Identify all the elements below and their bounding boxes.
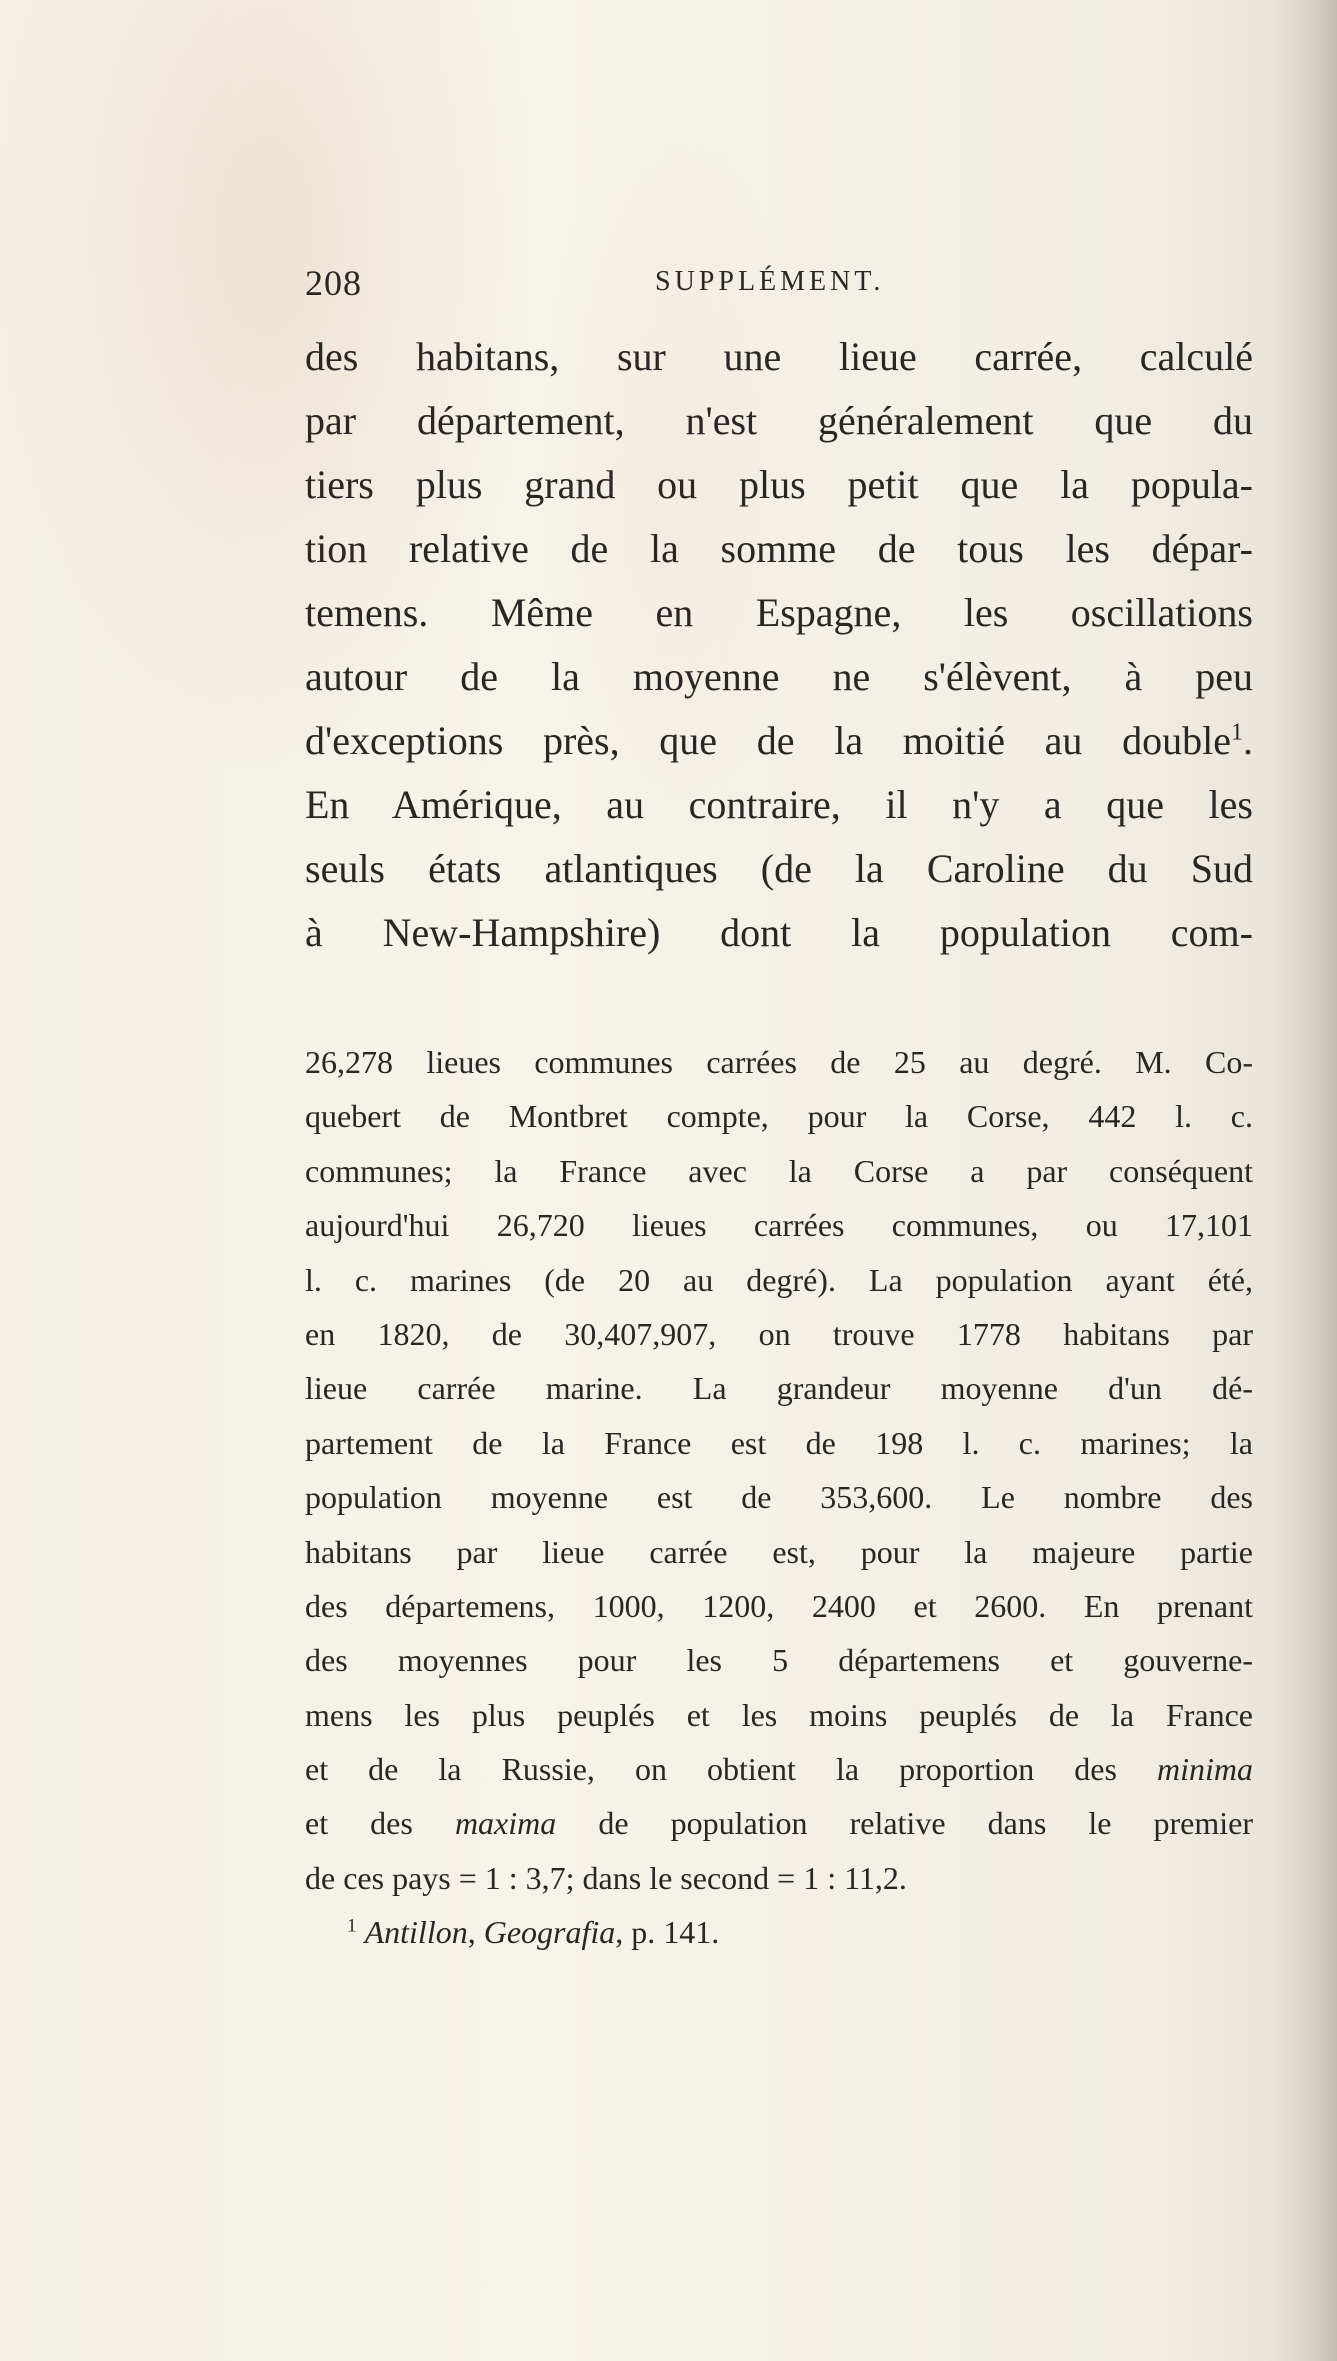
main-text [305,325,1253,965]
text-line: par département, n'est généralement que du [305,398,1253,443]
footnote-line [305,1796,1253,1850]
text-line: autour de la moyenne ne s'élèvent, à peu [305,654,1253,699]
footnote-line-text: de population relative dans le premier [598,1805,1253,1842]
footnote-marker: 1 [1231,719,1243,746]
footnote-line: en 1820, de 30,407,907, on trouve 1778 habitans par [305,1315,1253,1352]
footnote-line: aujourd'hui 26,720 lieues carrées communes, ou 17,101 [305,1207,1253,1244]
running-head [305,262,1253,310]
footnote-line-text: et de la Russie, on obtient la proportion des [305,1751,1117,1788]
footnote-line-text: et des [305,1805,413,1842]
footnote-line: communes; la France avec la Corse a par conséquent [305,1152,1253,1189]
text-line: tiers plus grand ou plus petit que la popula- [305,462,1253,507]
page-gutter-shadow [1267,0,1337,2361]
page-number: 208 [305,263,362,303]
text-line: d'exceptions près, que de la moitié au double$^1$. [305,718,1253,763]
reference-separator: , [467,1914,476,1951]
footnote-line: mens les plus peuplés et les moins peuplés de la France [305,1696,1253,1733]
text-line: En Amérique, au contraire, il n'y a que les [305,782,1253,827]
footnote-line: partement de la France est de 198 l. c. marines; la [305,1424,1253,1461]
running-title: SUPPLÉMENT. [655,266,885,297]
text-line: seuls états atlantiques (de la Caroline du Sud [305,846,1253,891]
text-line: temens. Même en Espagne, les oscillations [305,590,1253,635]
italic-term-minima: minima [1157,1751,1253,1788]
italic-term-maxima: maxima [454,1805,557,1842]
text-line: à New-Hampshire) dont la population com- [305,910,1253,955]
footnote-line: des départemens, 1000, 1200, 2400 et 2600. En prenant [305,1587,1253,1624]
footnote-line: habitans par lieue carrée est, pour la majeure partie [305,1533,1253,1570]
footnote-reference [305,1905,1253,1959]
footnote-line: des moyennes pour les 5 départemens et gouverne- [305,1642,1253,1679]
text-line: des habitans, sur une lieue carrée, calculé [305,334,1253,379]
footnote-line: de ces pays = 1 : 3,7; dans le second = 1 : 11,2. [305,1859,907,1896]
text-line-content: d'exceptions près, que de la moitié au double [305,718,1231,763]
footnote-line: 26,278 lieues communes carrées de 25 au degré. M. Co- [305,1044,1253,1080]
footnote-line [305,1742,1253,1796]
reference-work: Geografia [483,1914,616,1951]
footnote-line: population moyenne est de 353,600. Le nombre des [305,1479,1253,1516]
footnote-line: lieue carrée marine. La grandeur moyenne d'un dé- [305,1370,1253,1407]
footnotes [305,1035,1253,1960]
footnote-line: l. c. marines (de 20 au degré). La population ayant été, [305,1261,1253,1298]
footnote-line: quebert de Montbret compte, pour la Corse, 442 l. c. [305,1098,1253,1135]
text-line: tion relative de la somme de tous les dépar- [305,526,1253,571]
reference-marker: 1 [347,1915,357,1937]
reference-author: Antillon [364,1914,468,1951]
reference-page: , p. 141. [615,1914,720,1951]
